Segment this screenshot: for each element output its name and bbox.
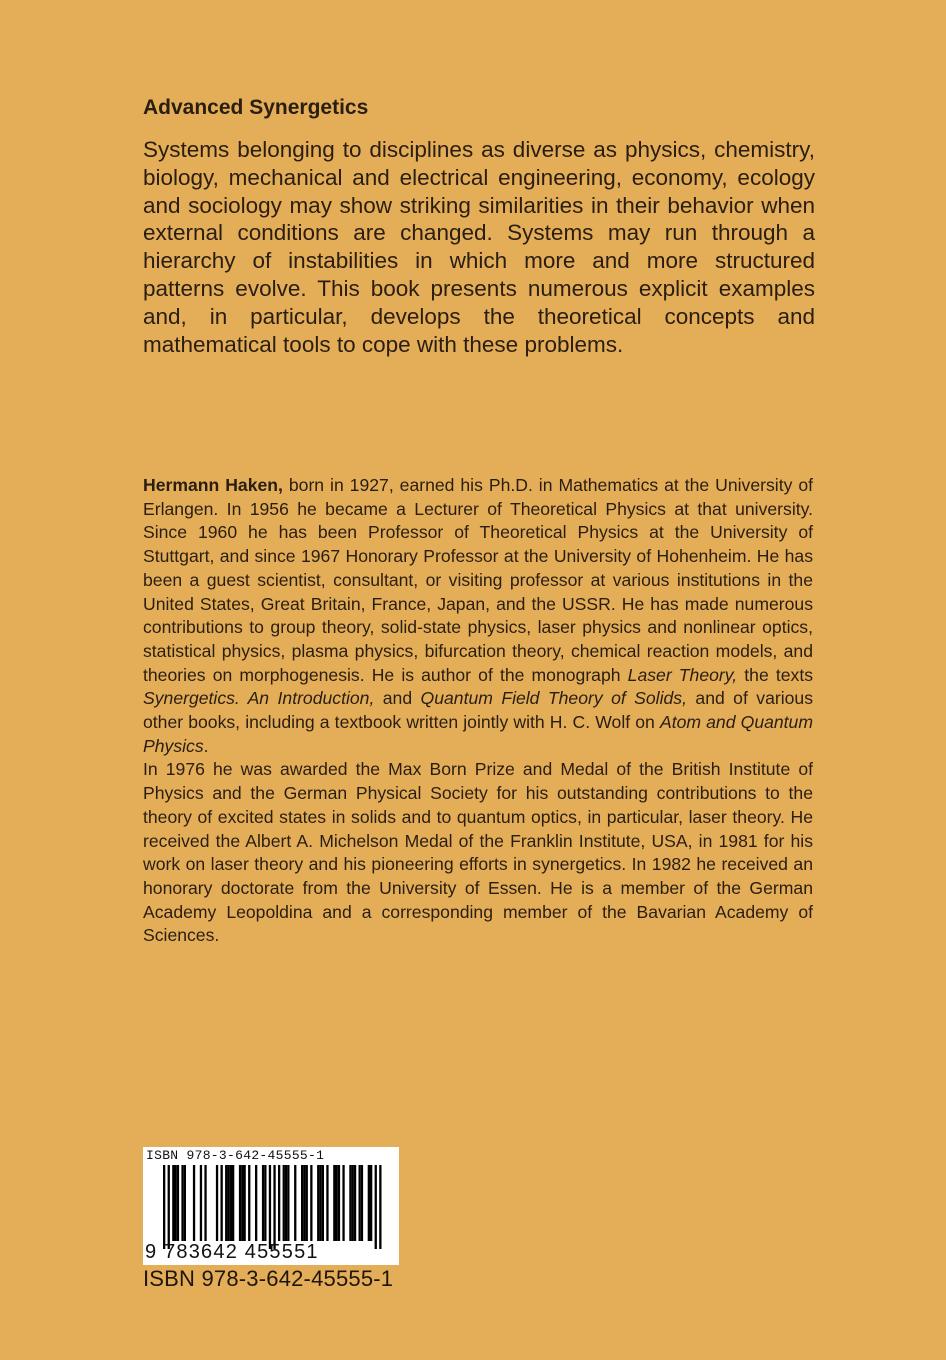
isbn-text: ISBN 978-3-642-45555-1 xyxy=(143,1266,394,1291)
barcode-bar xyxy=(241,1165,243,1241)
barcode-bar xyxy=(354,1165,356,1241)
bio-paragraph-1 xyxy=(143,474,813,758)
bio-paragraph-2: In 1976 he was awarded the Max Born Prize and Medal of the British Institute of Physics and the German Physical Society for his outstanding contributions to the theory of excited states in solids and to quantum optics, in particular, laser theory. He received the Albert A. Michelson Medal of the Franklin Institute, USA, in 1981 for his work on laser theory and his pioneering efforts in synergetics. In 1982 he received an honorary doctorate from the University of Essen. He is a member of the German Academy Leopoldina and a corresponding member of the Bavarian Academy of Sciences. xyxy=(143,759,813,946)
barcode-bar xyxy=(278,1165,280,1241)
barcode-bar xyxy=(303,1165,305,1241)
barcode-bar xyxy=(319,1165,321,1241)
barcode-bar xyxy=(336,1165,338,1241)
barcode-bar xyxy=(338,1165,340,1241)
book-ref-atom-quantum-physics: Atom and Quantum Physics xyxy=(143,712,813,756)
barcode-bar xyxy=(333,1165,335,1241)
barcode-bar xyxy=(352,1165,354,1241)
barcode-bar xyxy=(361,1165,363,1241)
barcode-bar xyxy=(294,1165,296,1241)
barcode-bar xyxy=(317,1165,319,1241)
barcode-bar xyxy=(370,1165,372,1241)
barcode-bar xyxy=(230,1165,232,1241)
book-ref-quantum-field-theory: Quantum Field Theory of Solids, xyxy=(420,688,687,709)
barcode-bar xyxy=(306,1165,308,1241)
bio-text-1d: and of various other books, including a textbook written jointly with H. C. Wolf on xyxy=(143,688,813,733)
bio-text-1b: the texts xyxy=(737,664,814,685)
barcode-bar xyxy=(349,1165,351,1241)
barcode-bar xyxy=(262,1165,264,1241)
barcode-bar xyxy=(375,1165,377,1249)
barcode-bar xyxy=(379,1165,381,1249)
barcode-bar xyxy=(163,1165,165,1249)
barcode-isbn-label: ISBN 978-3-642-45555-1 xyxy=(146,1148,325,1163)
barcode-bar xyxy=(287,1165,289,1241)
barcode-bar xyxy=(283,1165,285,1241)
barcode-bar xyxy=(368,1165,370,1241)
barcode-bar xyxy=(204,1165,206,1241)
bio-text-1a: born in 1927, earned his Ph.D. in Mathematics at the University of Erlangen. In 1956 he became a Lecturer of Theoretical Physics at that university. Since 1960 he has been Professor of Theoretical Physics at the University of Stuttgart, and since 1967 Honorary Professor at the University of Hohenheim. He has been a guest scientist, consultant, or visiting professor at various institutions in the United States, Great Britain, France, Japan, and the USSR. He has made numerous contributions to group theory, solid-state physics, laser physics and nonlinear optics, statistical physics, plasma physics, bifurcation theory, chemical reaction models, and theories on morphogenesis. He is author of the monograph xyxy=(143,475,814,685)
book-ref-synergetics: Synergetics. An Introduction, xyxy=(143,688,375,709)
barcode-bar xyxy=(221,1165,223,1241)
author-biography xyxy=(143,474,813,948)
barcode-bar xyxy=(269,1165,271,1249)
barcode-bar xyxy=(200,1165,202,1241)
barcode-bar xyxy=(310,1165,312,1241)
author-name: Hermann Haken, xyxy=(143,475,283,495)
book-description: Systems belonging to disciplines as diverse as physics, chemistry, biology, mechanical and electrical engineering, economy, ecology and sociology may show striking similarities in their behavior when external conditions are changed. Systems may run through a hierarchy of instabilities in which more and more structured patterns evolve. This book presents numerous explicit examples and, in particular, develops the theoretical concepts and mathematical tools to cope with these problems. xyxy=(143,137,815,357)
barcode-bar xyxy=(181,1165,183,1241)
barcode-bar xyxy=(273,1165,275,1249)
barcode-bar xyxy=(342,1165,344,1241)
isbn-barcode xyxy=(143,1147,399,1265)
barcode-bar xyxy=(216,1165,218,1241)
barcode-bar xyxy=(184,1165,186,1241)
barcode-bar xyxy=(193,1165,195,1241)
barcode-bar xyxy=(359,1165,361,1241)
barcode-bar xyxy=(255,1165,257,1241)
barcode-bar xyxy=(168,1165,170,1249)
barcode-bar xyxy=(172,1165,174,1241)
barcode-bar xyxy=(285,1165,287,1241)
barcode-bar xyxy=(239,1165,241,1241)
bio-text-1c: and xyxy=(374,688,421,709)
barcode-bar xyxy=(177,1165,179,1241)
barcode-bar xyxy=(225,1165,227,1241)
barcode-bar xyxy=(264,1165,266,1241)
barcode-bar xyxy=(175,1165,177,1241)
barcode-digits: 9 783642 455551 xyxy=(145,1241,319,1263)
book-title: Advanced Synergetics xyxy=(143,96,369,119)
barcode-bar xyxy=(232,1165,234,1241)
barcode-bar xyxy=(244,1165,246,1241)
barcode-bar xyxy=(227,1165,229,1241)
book-ref-laser-theory: Laser Theory, xyxy=(627,664,738,685)
barcode-bar xyxy=(322,1165,324,1241)
barcode-bar xyxy=(326,1165,328,1241)
bio-text-1e: . xyxy=(203,735,209,756)
barcode-bar xyxy=(248,1165,250,1241)
barcode-bar xyxy=(301,1165,303,1241)
